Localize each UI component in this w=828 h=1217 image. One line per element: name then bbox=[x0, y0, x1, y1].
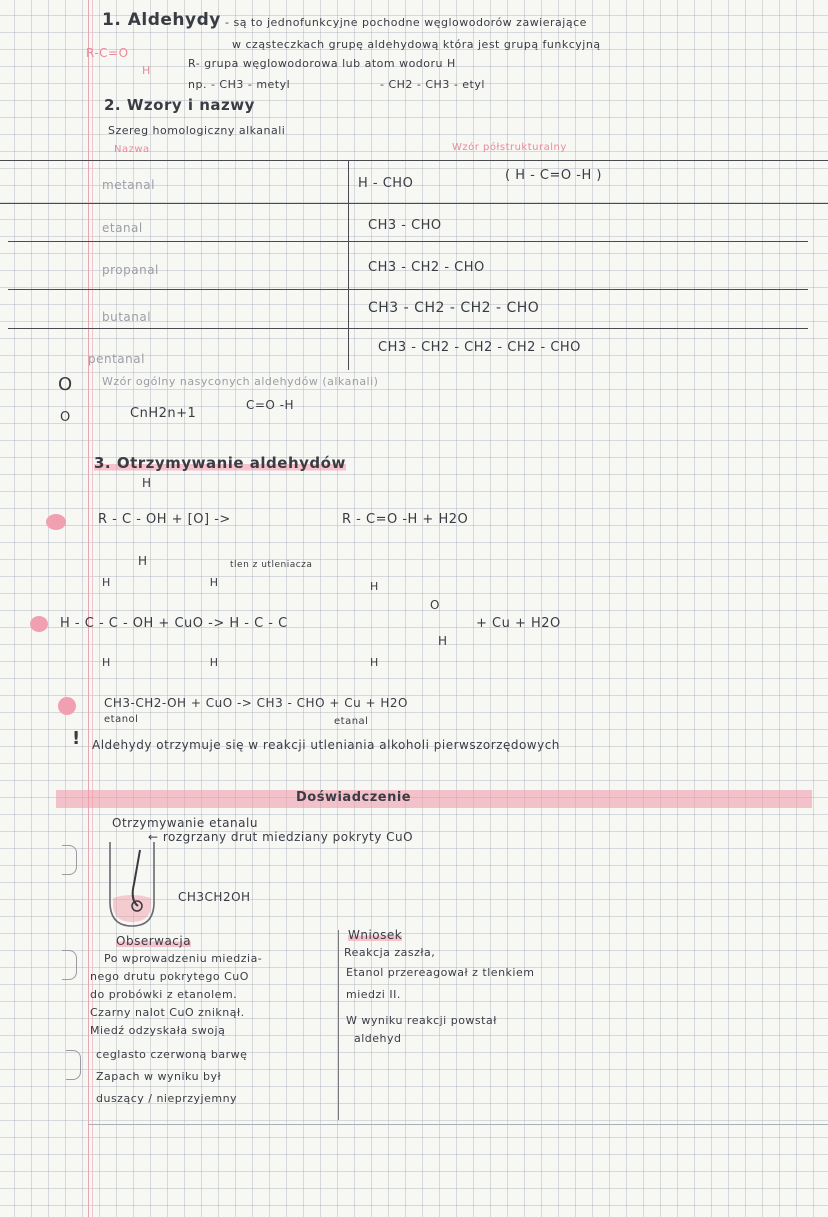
table-rule bbox=[8, 289, 808, 290]
aldehyde-group-formula: R-C=O bbox=[86, 46, 129, 60]
table-column-divider bbox=[348, 160, 349, 370]
wire-label: ← rozgrzany drut miedziany pokryty CuO bbox=[148, 830, 414, 844]
reaction-2-left: H - C - C - OH + CuO -> H - C - C bbox=[60, 616, 288, 631]
reaction-2-h: H bbox=[438, 634, 448, 648]
bullet-dot bbox=[58, 697, 76, 715]
reaction-1-right: R - C=O -H + H2O bbox=[342, 512, 469, 527]
column-header-name: Nazwa bbox=[114, 144, 150, 155]
binder-ring bbox=[66, 1050, 81, 1080]
conclusion-line: Reakcja zaszła, bbox=[344, 946, 436, 959]
section-3-title: 3. Otrzymywanie aldehydów bbox=[94, 454, 346, 472]
column-header-formula: Wzór półstrukturalny bbox=[452, 142, 567, 153]
reaction-3-label-ethanal: etanal bbox=[334, 716, 369, 727]
table-row-formula: CH3 - CH2 - CHO bbox=[368, 260, 485, 275]
margin-symbol: O bbox=[60, 410, 71, 425]
table-row-name: etanal bbox=[102, 221, 143, 235]
conclusion-line: Etanol przereagował z tlenkiem bbox=[346, 966, 535, 979]
conclusion-title: Wniosek bbox=[348, 928, 403, 942]
summary-note: Aldehydy otrzymuje się w reakcji utleniania alkoholi pierwszorzędowych bbox=[92, 738, 560, 752]
table-row-name: butanal bbox=[102, 310, 152, 324]
observation-title: Obserwacja bbox=[116, 934, 192, 948]
experiment-subtitle: Otrzymywanie etanalu bbox=[112, 816, 258, 830]
reaction-2-right: + Cu + H2O bbox=[476, 616, 561, 631]
conclusion-line: aldehyd bbox=[354, 1032, 402, 1045]
table-row-name: metanal bbox=[102, 178, 155, 192]
table-row-formula: CH3 - CH2 - CH2 - CHO bbox=[368, 300, 540, 316]
experiment-title: Doświadczenie bbox=[296, 790, 412, 805]
reaction-2-h-row-bottom: H H bbox=[102, 656, 267, 669]
observation-line: nego drutu pokrytego CuO bbox=[90, 970, 249, 983]
definition-line-1: - są to jednofunkcyjne pochodne węglowodorów zawierające bbox=[225, 16, 587, 29]
table-rule bbox=[8, 241, 808, 242]
flask-label: CH3CH2OH bbox=[178, 890, 251, 904]
page-bottom-rule bbox=[88, 1124, 828, 1125]
experiment-header-bar bbox=[56, 790, 812, 808]
observation-line: Zapach w wyniku był bbox=[96, 1070, 222, 1083]
observation-line: Miedź odzyskała swoją bbox=[90, 1024, 226, 1037]
example-ethyl: - CH2 - CH3 - etyl bbox=[380, 78, 485, 91]
reaction-2-h-row: H H bbox=[102, 576, 267, 589]
section-2-title: 2. Wzory i nazwy bbox=[104, 96, 255, 114]
reaction-3-label-ethanol: etanol bbox=[104, 714, 139, 725]
test-tube-icon bbox=[104, 840, 174, 930]
example-methyl: np. - CH3 - metyl bbox=[188, 78, 291, 91]
bullet-dot bbox=[46, 514, 66, 530]
table-row-formula: CH3 - CHO bbox=[368, 218, 442, 233]
reaction-1-h-bottom: H bbox=[138, 554, 148, 568]
general-formula-group: C=O -H bbox=[246, 398, 295, 412]
reaction-1-left: R - C - OH + [O] -> bbox=[98, 512, 231, 527]
general-formula: CnH2n+1 bbox=[130, 406, 197, 421]
reaction-1-h-top: H bbox=[142, 476, 152, 490]
observation-line: Czarny nalot CuO zniknął. bbox=[90, 1006, 245, 1019]
table-rule bbox=[8, 328, 808, 329]
exclamation-mark: ! bbox=[72, 728, 81, 749]
observation-line: do probówki z etanolem. bbox=[90, 988, 238, 1001]
observation-line: ceglasto czerwoną barwę bbox=[96, 1048, 248, 1061]
reaction-2-h-right-bottom: H bbox=[370, 656, 379, 669]
column-divider bbox=[338, 930, 339, 1120]
table-row-formula: CH3 - CH2 - CH2 - CH2 - CHO bbox=[378, 340, 581, 355]
binder-ring bbox=[62, 950, 77, 980]
conclusion-line: miedzi II. bbox=[346, 988, 401, 1001]
observation-line: duszący / nieprzyjemny bbox=[96, 1092, 238, 1105]
bullet-dot bbox=[30, 616, 48, 632]
reaction-2-h-right: H bbox=[370, 580, 379, 593]
table-rule bbox=[0, 203, 828, 204]
table-rule bbox=[0, 160, 828, 161]
table-row-formula: H - CHO bbox=[358, 176, 414, 191]
table-row-extra: ( H - C=O -H ) bbox=[505, 168, 602, 183]
binder-ring bbox=[62, 845, 77, 875]
general-formula-label: Wzór ogólny nasyconych aldehydów (alkanali) bbox=[102, 375, 379, 388]
homologous-series-title: Szereg homologiczny alkanali bbox=[108, 124, 286, 137]
reaction-2-o: O bbox=[430, 598, 440, 612]
observation-line: Po wprowadzeniu miedzia- bbox=[104, 952, 263, 965]
definition-line-2: w cząsteczkach grupę aldehydową która jest grupą funkcyjną bbox=[232, 38, 601, 51]
margin-symbol: O bbox=[58, 374, 73, 395]
reaction-3: CH3-CH2-OH + CuO -> CH3 - CHO + Cu + H2O bbox=[104, 696, 408, 710]
r-group-note: R- grupa węglowodorowa lub atom wodoru H bbox=[188, 57, 456, 70]
aldehyde-group-h: H bbox=[142, 64, 151, 77]
table-row-name: propanal bbox=[102, 263, 159, 277]
conclusion-line: W wyniku reakcji powstał bbox=[346, 1014, 497, 1027]
section-1-title: 1. Aldehydy bbox=[102, 10, 221, 30]
reaction-1-note: tlen z utleniacza bbox=[230, 560, 313, 570]
table-row-name: pentanal bbox=[88, 352, 145, 366]
